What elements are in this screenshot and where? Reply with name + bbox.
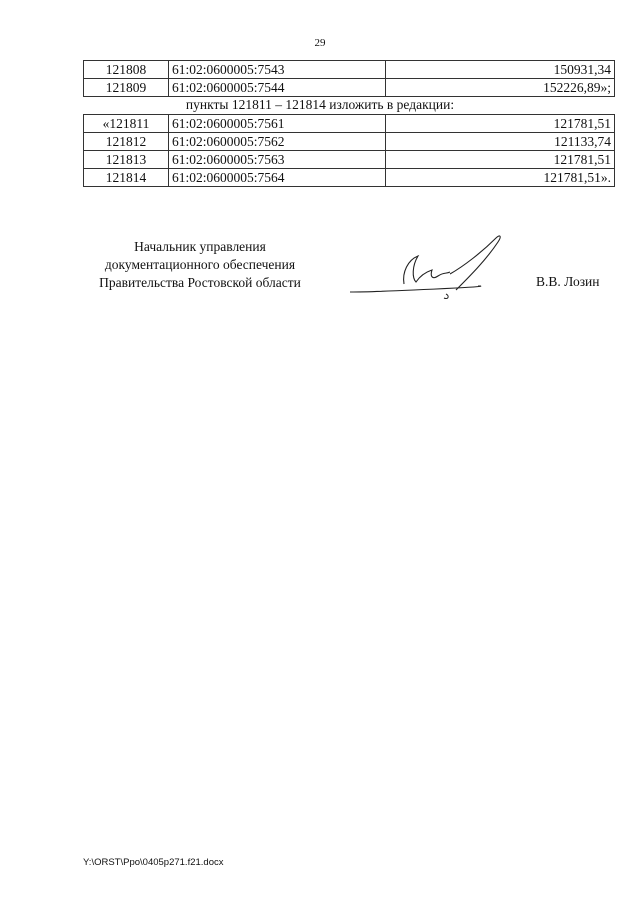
cadastral-table-top	[83, 60, 615, 97]
table-row	[84, 151, 615, 169]
cadastral-value: 121781,51	[386, 115, 615, 133]
cadastral-number: 61:02:0600005:7561	[169, 115, 386, 133]
item-number: 121814	[84, 169, 169, 187]
cadastral-number: 61:02:0600005:7563	[169, 151, 386, 169]
signatory-position	[70, 238, 330, 292]
cadastral-table-amended	[83, 114, 615, 187]
cadastral-value: 121781,51	[386, 151, 615, 169]
table-row	[84, 169, 615, 187]
table-row	[84, 79, 615, 97]
table-row	[84, 133, 615, 151]
handwritten-signature	[346, 232, 516, 304]
cadastral-number: 61:02:0600005:7544	[169, 79, 386, 97]
cadastral-value: 121133,74	[386, 133, 615, 151]
position-line: Правительства Ростовской области	[99, 275, 301, 290]
cadastral-value: 121781,51».	[386, 169, 615, 187]
item-number: «121811	[84, 115, 169, 133]
item-number: 121812	[84, 133, 169, 151]
cadastral-value: 152226,89»;	[386, 79, 615, 97]
amendment-instruction: пункты 121811 – 121814 изложить в редакции:	[185, 97, 455, 112]
cadastral-number: 61:02:0600005:7562	[169, 133, 386, 151]
signatory-name: В.В. Лозин	[536, 274, 600, 289]
cadastral-value: 150931,34	[386, 61, 615, 79]
table-row	[84, 61, 615, 79]
item-number: 121813	[84, 151, 169, 169]
cadastral-number: 61:02:0600005:7543	[169, 61, 386, 79]
position-line: документационного обеспечения	[104, 257, 296, 272]
item-number: 121808	[84, 61, 169, 79]
table-row	[84, 115, 615, 133]
item-number: 121809	[84, 79, 169, 97]
position-line: Начальник управления	[134, 239, 266, 254]
cadastral-number: 61:02:0600005:7564	[169, 169, 386, 187]
page-number: 29	[314, 37, 326, 49]
file-path-footer: Y:\ORST\Ppo\0405p271.f21.docx	[83, 857, 224, 868]
